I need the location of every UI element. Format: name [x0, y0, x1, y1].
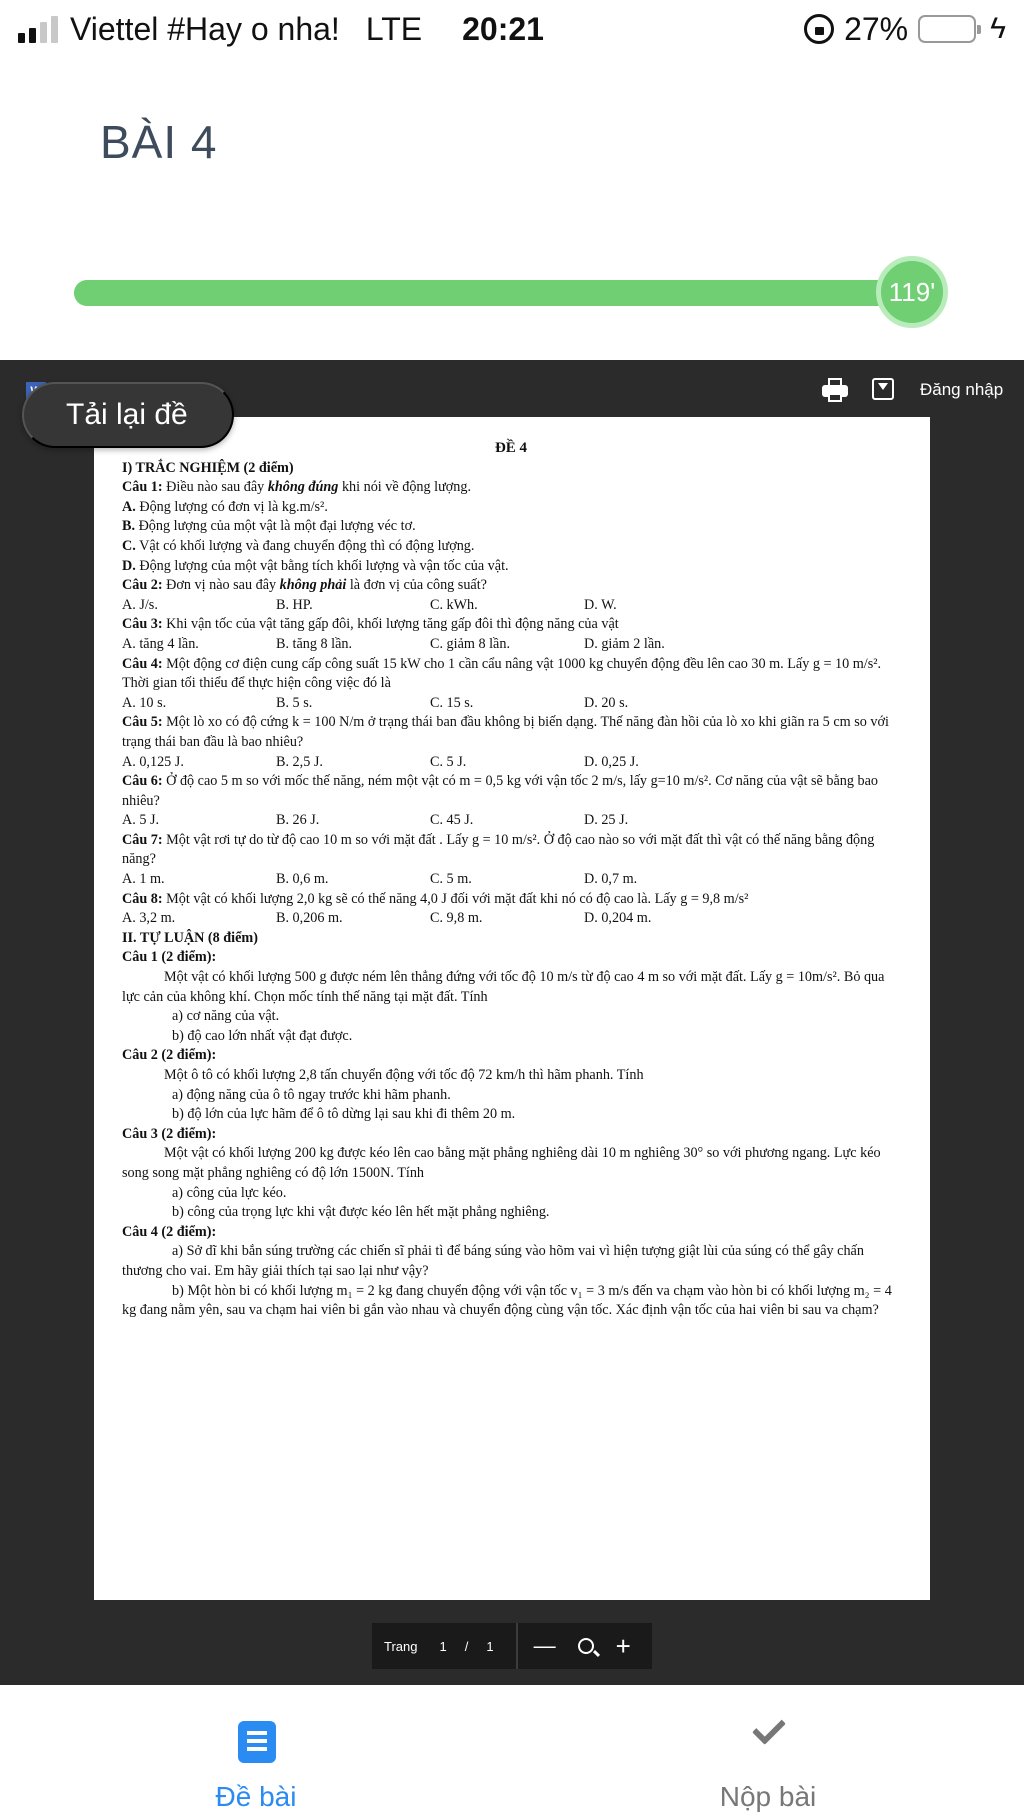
option: B. Động lượng của một vật là một đại lượng véc tơ. — [122, 518, 416, 535]
tab-submit-label: Nộp bài — [719, 1781, 817, 1812]
document-icon — [238, 1721, 276, 1763]
login-link[interactable]: Đăng nhập — [920, 380, 1004, 399]
question: Câu 6: Ở độ cao 5 m so với mốc thế năng, ném một vật có m = 0,5 kg với vận tốc 2 m/s, lấy g=10 m/s². Cơ năng của vật sẽ bằng bao nhiêu? — [122, 773, 878, 809]
current-page[interactable]: 1 — [439, 1638, 447, 1654]
rotation-lock-icon — [804, 14, 834, 44]
question: Câu 7: Một vật rơi tự do từ độ cao 10 m so với mặt đất . Lấy g = 10 m/s². Ở độ cao nào so với mặt đất thì vật có thế năng bằng động năng? — [122, 831, 875, 868]
tab-submit[interactable] — [512, 1685, 1024, 1820]
signal-icon — [18, 15, 58, 43]
option: A. Động lượng có đơn vị là kg.m/s². — [122, 498, 328, 515]
carrier-name: Viettel #Hay o nha! — [70, 10, 340, 47]
zoom-out-button[interactable]: — — [533, 1633, 556, 1658]
essay-part: a) Sở dĩ khi bắn súng trường các chiến sĩ phải tì để báng súng vào hõm vai vì hiện tượng giật lùi của súng có thể gây chấn thương cho vai. Em hãy giải thích tại sao lại như vậy? — [122, 1243, 864, 1279]
status-bar — [0, 0, 1024, 58]
essay-part: b) độ lớn của lực hãm để ô tô dừng lại sau khi đi thêm 20 m. — [172, 1106, 516, 1123]
document-viewer[interactable] — [0, 360, 1024, 1685]
zoom-in-button[interactable]: + — [615, 1630, 631, 1661]
time-progress-bar — [74, 280, 894, 306]
essay-text: Một ô tô có khối lượng 2,8 tấn chuyển động với tốc độ 72 km/h thì hãm phanh. Tính — [164, 1067, 644, 1083]
question: Câu 5: Một lò xo có độ cứng k = 100 N/m ở trạng thái ban đầu không bị biến dạng. Thế năng đàn hồi của lò xo khi giãn ra 5 cm so với trạng thái ban đầu là bao nhiêu? — [122, 714, 889, 750]
section-heading: I) TRẮC NGHIỆM (2 điểm) — [122, 459, 294, 476]
essay-text: Một vật có khối lượng 200 kg được kéo lên cao bằng mặt phẳng nghiêng dài 10 m nghiêng 30° so với phương ngang. Lực kéo song song mặt phẳng nghiêng có độ lớn 1500N. Tính — [122, 1145, 881, 1181]
options-row: A. 0,125 J. B. 2,5 J. C. 5 J. D. 0,25 J. — [122, 753, 639, 770]
essay-label: Câu 4 (2 điểm): — [122, 1223, 217, 1240]
lesson-title: BÀI 4 — [100, 116, 218, 168]
page-separator: / — [464, 1638, 469, 1654]
option: C. Vật có khối lượng và đang chuyển động thì có động lượng. — [122, 537, 475, 554]
print-icon[interactable] — [822, 378, 848, 402]
essay-label: Câu 2 (2 điểm): — [122, 1047, 217, 1064]
essay-part: a) động năng của ô tô ngay trước khi hãm phanh. — [172, 1086, 451, 1103]
essay-text: Một vật có khối lượng 500 g được ném lên thẳng đứng với tốc độ 10 m/s từ độ cao 4 m so với mặt đất. Lấy g = 10m/s². Bỏ qua lực cản của không khí. Chọn mốc tính thế năng tại mặt đất. Tính — [122, 969, 885, 1005]
essay-part: b) công của trọng lực khi vật được kéo lên hết mặt phẳng nghiêng. — [172, 1204, 550, 1221]
timer-badge: 119' — [876, 256, 948, 328]
page-label: Trang — [384, 1638, 418, 1654]
essay-label: Câu 3 (2 điểm): — [122, 1125, 217, 1142]
essay-label: Câu 1 (2 điểm): — [122, 949, 217, 966]
question: Câu 8: Một vật có khối lượng 2,0 kg sẽ có thế năng 4,0 J đối với mặt đất khi nó có độ cao là. Lấy g = 9,8 m/s² — [122, 890, 749, 907]
pager-divider — [516, 1623, 518, 1669]
checkmark-icon — [752, 1711, 786, 1745]
status-right — [804, 0, 1006, 58]
option: D. Động lượng của một vật bằng tích khối lượng và vận tốc của vật. — [122, 557, 509, 574]
bottom-tab-bar — [0, 1685, 1024, 1820]
question: Câu 4: Một động cơ điện cung cấp công suất 15 kW cho 1 cần cẩu nâng vật 1000 kg chuyển động đều lên cao 30 m. Lấy g = 10 m/s². Thời gian tối thiểu để thực hiện công việc đó là — [122, 655, 882, 692]
options-row: A. tăng 4 lần. B. tăng 8 lần. C. giảm 8 lần. D. giảm 2 lần. — [122, 635, 665, 652]
charging-icon: ϟ — [990, 12, 1006, 45]
page-controls — [372, 1623, 652, 1669]
tab-exam[interactable] — [0, 1685, 512, 1820]
essay-part: b) độ cao lớn nhất vật đạt được. — [172, 1027, 353, 1044]
question: Câu 1: Điều nào sau đây không đúng khi nói về động lượng. — [122, 479, 472, 496]
total-pages: 1 — [486, 1638, 494, 1654]
essay-part: a) công của lực kéo. — [172, 1184, 287, 1201]
section-heading: II. TỰ LUẬN (8 điểm) — [122, 929, 258, 946]
question: Câu 2: Đơn vị nào sau đây không phải là đơn vị của công suất? — [122, 577, 487, 594]
essay-part: b) Một hòn bi có khối lượng m₁ = 2 kg đang chuyển động với vận tốc v₁ = 3 m/s đến va chạm vào hòn bi có khối lượng m₂ = 4 kg đang nằm yên, sau va chạm hai viên bi gắn vào nhau và chuyển động cùng vận tốc. Xác định vận tốc của hai viên bi sau va chạm? — [122, 1282, 892, 1319]
zoom-icon[interactable] — [578, 1638, 594, 1654]
reload-exam-button[interactable]: Tải lại đề — [22, 382, 234, 448]
doc-title: ĐỀ 4 — [494, 440, 528, 456]
battery-percent: 27% — [844, 10, 909, 47]
options-row: A. 10 s. B. 5 s. C. 15 s. D. 20 s. — [122, 694, 629, 711]
essay-part: a) cơ năng của vật. — [172, 1008, 280, 1025]
options-row: A. J/s. B. HP. C. kWh. D. W. — [122, 596, 617, 613]
question: Câu 3: Khi vận tốc của vật tăng gấp đôi, khối lượng tăng gấp đôi thì động năng của vật — [122, 616, 619, 633]
document-page — [94, 417, 930, 1600]
tab-exam-label: Đề bài — [215, 1781, 297, 1812]
options-row: A. 1 m. B. 0,6 m. C. 5 m. D. 0,7 m. — [122, 871, 638, 888]
download-icon[interactable] — [872, 378, 894, 400]
options-row: A. 5 J. B. 26 J. C. 45 J. D. 25 J. — [122, 812, 629, 829]
network-type: LTE — [365, 10, 423, 47]
battery-icon — [918, 15, 976, 43]
time-progress-fill — [74, 280, 894, 306]
options-row: A. 3,2 m. B. 0,206 m. C. 9,8 m. D. 0,204 m. — [122, 910, 652, 927]
clock: 20:21 — [462, 10, 544, 47]
